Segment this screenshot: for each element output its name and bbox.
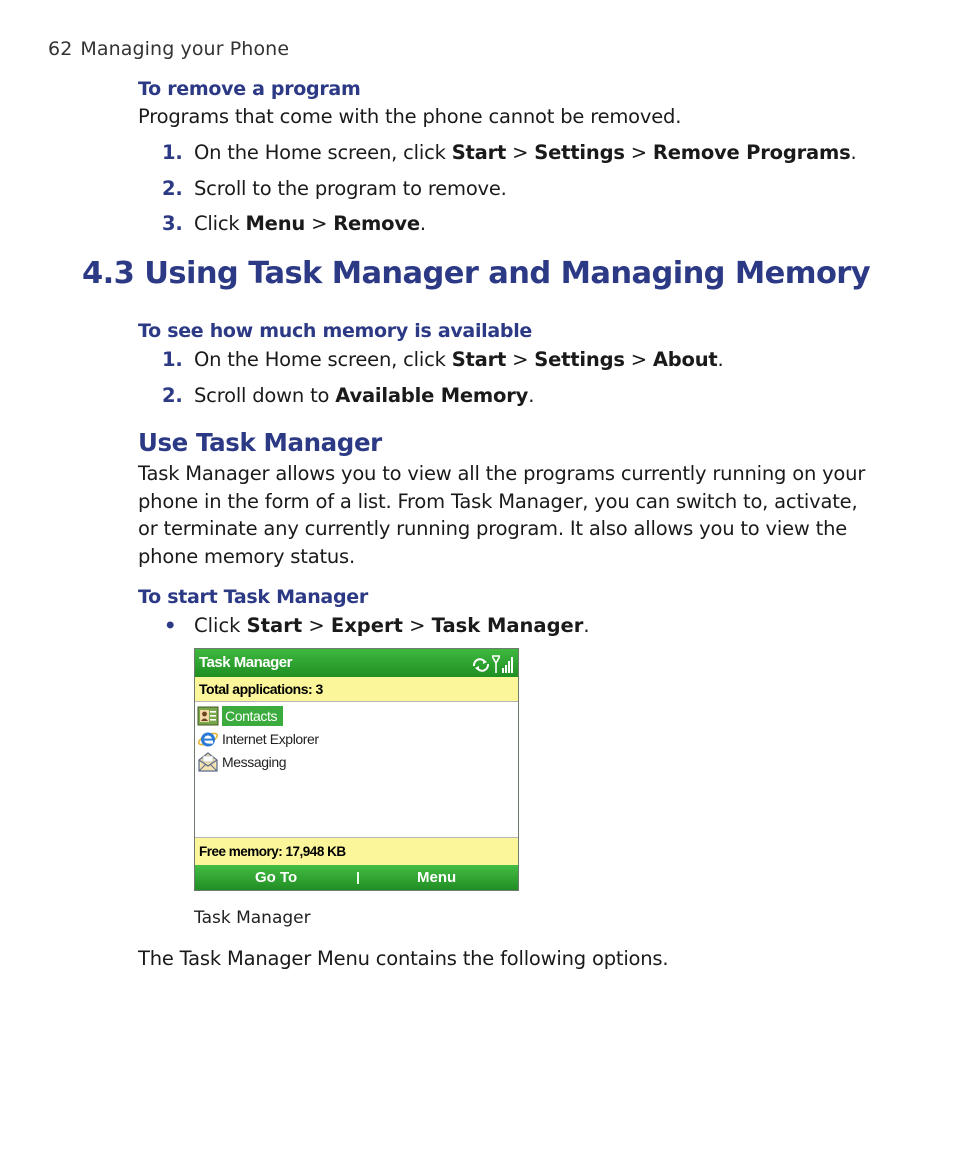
page-number: 62 — [48, 38, 73, 60]
section-heading: 4.3 Using Task Manager and Managing Memory — [82, 256, 871, 291]
task-manager-description: Task Manager allows you to view all the programs currently running on your phone in the form of a list. From Task Manager, you can switch to, activate, or terminate any currently running program. It also allows you to view the phone memory status. — [138, 462, 866, 568]
remove-program-intro: Programs that come with the phone cannot be removed. — [138, 105, 682, 128]
free-memory: Free memory: 17,948 KB — [195, 837, 518, 865]
start-task-manager-step: • Click Start > Expert > Task Manager. — [164, 614, 590, 637]
remove-step-2: 2. Scroll to the program to remove. — [162, 177, 507, 200]
task-manager-screenshot — [194, 648, 519, 891]
app-label: Messaging — [222, 754, 287, 770]
menu-softkey[interactable]: Menu — [417, 869, 457, 886]
phone-title-bar — [195, 649, 518, 677]
app-label: Contacts — [222, 706, 283, 726]
remove-step-1: 1. On the Home screen, click Start > Settings > Remove Programs. — [162, 141, 857, 164]
figure-caption: Task Manager — [194, 908, 311, 928]
memory-step-1: 1. On the Home screen, click Start > Settings > About. — [162, 348, 724, 371]
app-label: Internet Explorer — [222, 731, 319, 747]
go-to-softkey[interactable]: Go To — [255, 869, 298, 886]
closing-paragraph: The Task Manager Menu contains the following options. — [138, 947, 669, 970]
running-section-title: Managing your Phone — [80, 38, 290, 60]
sync-icon — [472, 657, 490, 673]
app-item-messaging[interactable] — [197, 751, 286, 773]
status-icons — [472, 653, 514, 673]
contacts-icon — [197, 705, 219, 727]
app-item-internet-explorer[interactable] — [197, 728, 319, 750]
antenna-icon — [492, 655, 500, 673]
use-task-manager-heading: Use Task Manager — [138, 428, 382, 457]
memory-subheading: To see how much memory is available — [138, 320, 532, 342]
signal-strength-icon — [502, 655, 514, 673]
softkey-divider — [357, 872, 359, 884]
start-task-manager-subheading: To start Task Manager — [138, 586, 368, 608]
phone-title: Task Manager — [199, 654, 292, 671]
messaging-icon — [197, 751, 219, 773]
total-applications: Total applications: 3 — [195, 677, 518, 702]
remove-step-3: 3. Click Menu > Remove. — [162, 212, 426, 235]
app-item-contacts[interactable] — [197, 705, 283, 727]
application-list — [195, 703, 518, 837]
softkey-bar — [195, 865, 518, 891]
internet-explorer-icon — [197, 728, 219, 750]
remove-program-subheading: To remove a program — [138, 78, 361, 100]
memory-step-2: 2. Scroll down to Available Memory. — [162, 384, 535, 407]
page-header — [48, 38, 289, 60]
